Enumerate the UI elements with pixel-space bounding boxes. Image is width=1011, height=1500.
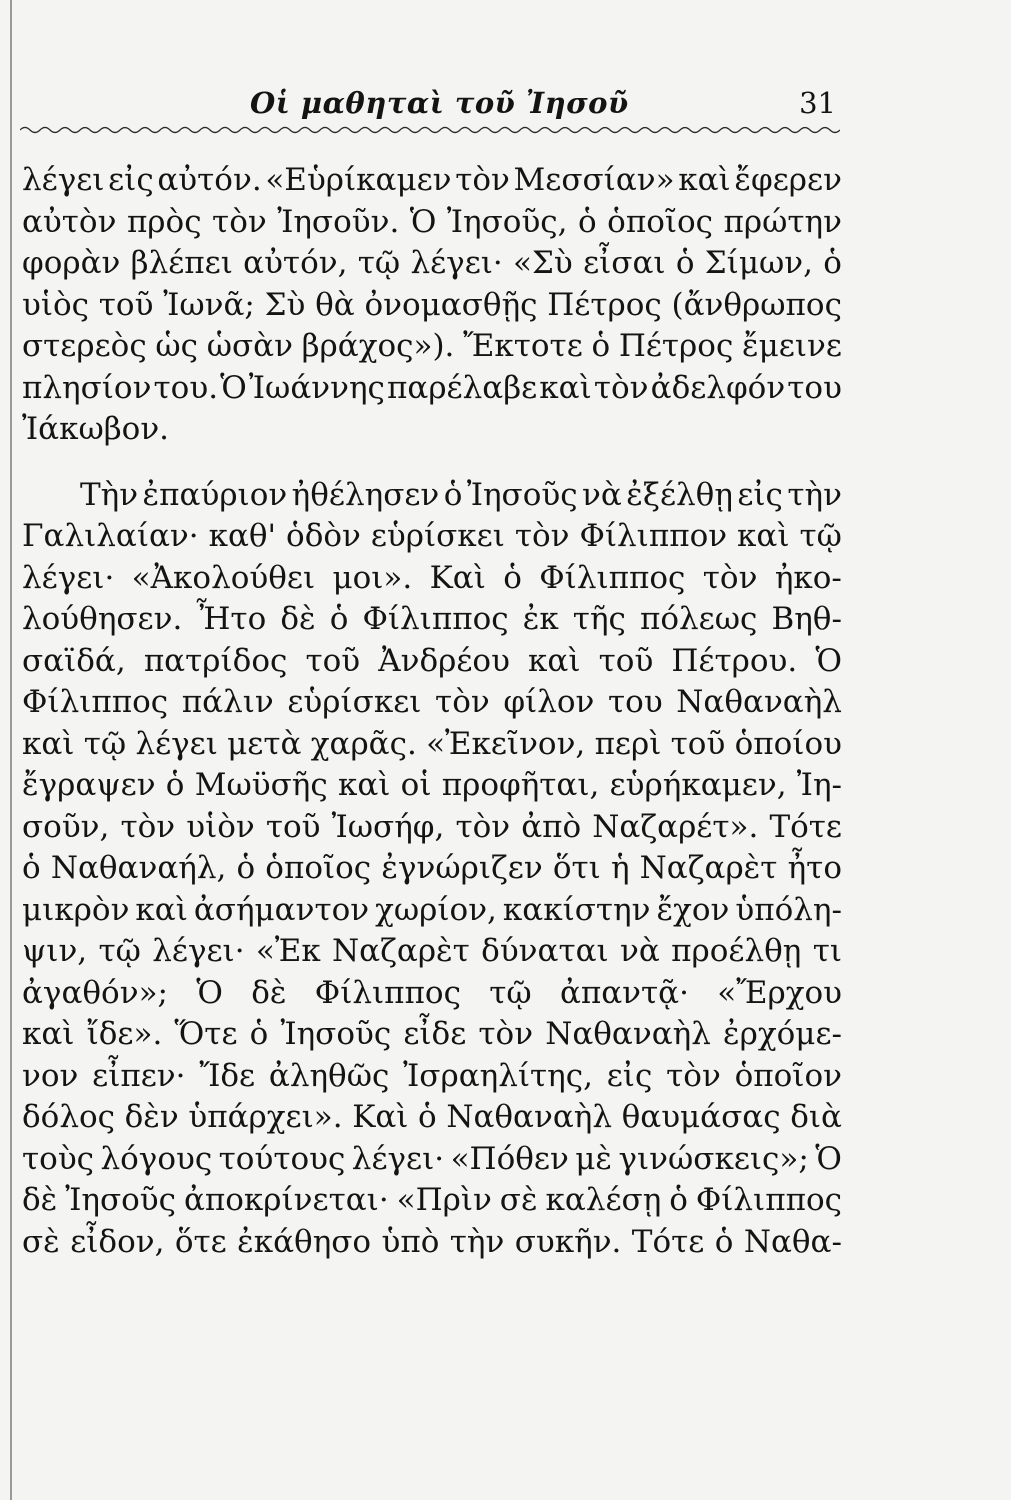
text-line: ὁ Ναθαναήλ, ὁ ὁποῖος ἐγνώριζεν ὅτι ἡ Ναζαρὲτ ἦτο xyxy=(22,850,842,886)
text-line: Τὴν ἐπαύριον ἠθέλησεν ὁ Ἰησοῦς νὰ ἐξέλθῃ εἰς τὴν xyxy=(80,476,842,513)
text-line: πλησίον του. Ὁ Ἰωάννης παρέλαβε καὶ τὸν ἀδελφόν του xyxy=(22,369,842,406)
page-edge-line xyxy=(10,0,12,1500)
text-line: Γαλιλαίαν· καθ' ὁδὸν εὑρίσκει τὸν Φίλιππον καὶ τῷ xyxy=(22,518,842,554)
text-line: δόλος δὲν ὑπάρχει». Καὶ ὁ Ναθαναὴλ θαυμάσας διὰ xyxy=(22,1099,842,1135)
body-text xyxy=(22,160,842,1263)
text-line: υἱὸς τοῦ Ἰωνᾶ; Σὺ θὰ ὀνομασθῇς Πέτρος (ἄνθρωπος xyxy=(22,286,842,323)
text-line: ψιν, τῷ λέγει· «Ἐκ Ναζαρὲτ δύναται νὰ προέλθῃ τι xyxy=(22,933,842,969)
text-line: φορὰν βλέπει αὐτόν, τῷ λέγει· «Σὺ εἶσαι ὁ Σίμων, ὁ xyxy=(22,245,842,281)
text-line: αὐτὸν πρὸς τὸν Ἰησοῦν. Ὁ Ἰησοῦς, ὁ ὁποῖος πρώτην xyxy=(22,203,842,240)
wavy-header-rule xyxy=(20,124,840,136)
text-line: καὶ ἴδε». Ὅτε ὁ Ἰησοῦς εἶδε τὸν Ναθαναὴλ ἐρχόμε- xyxy=(22,1016,842,1052)
text-line: καὶ τῷ λέγει μετὰ χαρᾶς. «Ἐκεῖνον, περὶ τοῦ ὁποίου xyxy=(22,725,842,762)
text-line: λέγει εἰς αὐτόν. «Εὑρίκαμεν τὸν Μεσσίαν» καὶ ἔφερεν xyxy=(22,162,842,198)
text-line: λέγει· «Ἀκολούθει μοι». Καὶ ὁ Φίλιππος τὸν ἠκο- xyxy=(22,559,842,596)
text-line: στερεὸς ὡς ὡσὰν βράχος»). Ἔκτοτε ὁ Πέτρος ἔμεινε xyxy=(22,328,842,364)
text-line: δὲ Ἰησοῦς ἀποκρίνεται· «Πρὶν σὲ καλέσῃ ὁ Φίλιππος xyxy=(22,1182,842,1218)
text-line: σὲ εἶδον, ὅτε ἐκάθησο ὑπὸ τὴν συκῆν. Τότε ὁ Ναθα- xyxy=(22,1223,842,1260)
text-line: ἀγαθόν»; Ὁ δὲ Φίλιππος τῷ ἀπαντᾷ· «Ἔρχου xyxy=(22,974,842,1011)
text-line: νον εἶπεν· Ἴδε ἀληθῶς Ἰσραηλίτης, εἰς τὸν ὁποῖον xyxy=(22,1057,842,1094)
paragraph-gap xyxy=(22,451,842,475)
text-line: λούθησεν. Ἦτο δὲ ὁ Φίλιππος ἐκ τῆς πόλεως Βηθ- xyxy=(22,601,842,637)
text-line: Ἰάκωβον. xyxy=(22,411,170,447)
text-line: μικρὸν καὶ ἀσήμαντον χωρίον, κακίστην ἔχον ὑπόλη- xyxy=(22,891,842,928)
text-line: Φίλιππος πάλιν εὑρίσκει τὸν φίλον του Ναθαναὴλ xyxy=(22,684,842,720)
text-line: τοὺς λόγους τούτους λέγει· «Πόθεν μὲ γινώσκεις»; Ὁ xyxy=(22,1140,842,1177)
text-line: ἔγραψεν ὁ Μωϋσῆς καὶ οἱ προφῆται, εὑρήκαμεν, Ἰη- xyxy=(22,767,842,803)
page-number: 31 xyxy=(799,86,836,120)
text-line: σοῦν, τὸν υἱὸν τοῦ Ἰωσήφ, τὸν ἀπὸ Ναζαρέτ». Τότε xyxy=(22,808,842,845)
text-line: σαϊδά, πατρίδος τοῦ Ἀνδρέου καὶ τοῦ Πέτρου. Ὁ xyxy=(22,642,842,679)
running-head: Οἱ μαθηταὶ τοῦ Ἰησοῦ xyxy=(250,86,629,120)
